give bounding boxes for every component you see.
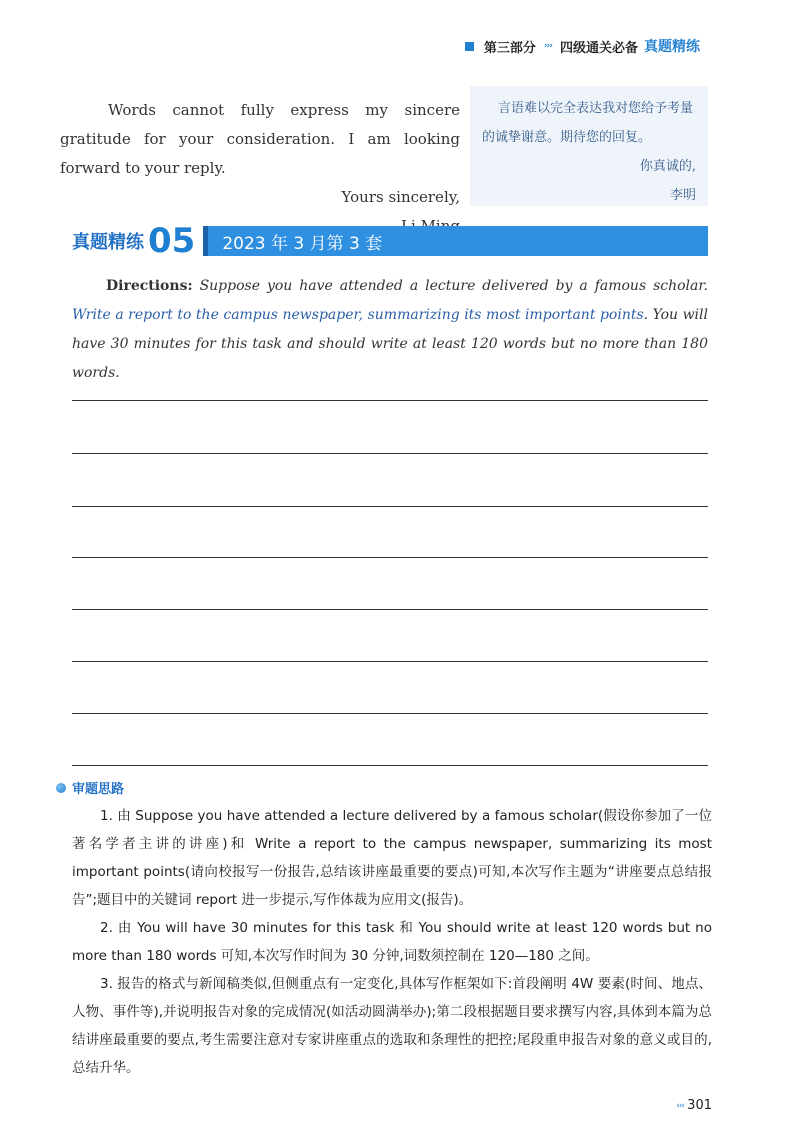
section-number: 05 xyxy=(148,221,196,261)
writing-line[interactable] xyxy=(72,453,708,454)
directions-part2: . You will have 30 minutes for this task and should write at least 120 words but no more than 180 words. xyxy=(72,307,708,381)
exam-title-bar xyxy=(203,226,708,256)
translation-closing: 你真诚的, xyxy=(639,159,696,174)
bullet-dot-icon xyxy=(56,783,66,793)
section-label: 真题精练 xyxy=(72,232,144,253)
exam-title: 2023 年 3 月第 3 套 xyxy=(222,233,383,254)
writing-line[interactable] xyxy=(72,400,708,401)
writing-line[interactable] xyxy=(72,609,708,610)
translation-paragraph: 言语难以完全表达我对您给予考量的诚挚谢意。期待您的回复。 xyxy=(482,101,694,145)
writing-line[interactable] xyxy=(72,506,708,507)
translation-box xyxy=(470,86,708,206)
page-number xyxy=(676,1098,712,1113)
letter-closing-english xyxy=(60,96,460,241)
writing-line[interactable] xyxy=(72,557,708,558)
square-bullet-icon xyxy=(465,42,474,51)
directions-part1: Suppose you have attended a lecture delivered by a famous scholar. xyxy=(192,278,708,294)
header-section: 四级通关必备 xyxy=(559,40,638,56)
analysis-body xyxy=(72,802,712,1082)
analysis-item-3: 3. 报告的格式与新闻稿类似,但侧重点有一定变化,具体写作框架如下:首段阐明 4W 要素(时间、地点、人物、事件等),并说明报告对象的完成情况(如活动圆满举办);第二段根据题目要求撰写内容,具体到本篇为总结讲座最重要的要点,考生需要注意对专家讲座重点的选取和条理性的把控;尾段重申报告对象的意义或目的,总结升华。 xyxy=(72,976,712,1076)
analysis-heading xyxy=(56,778,124,797)
section-title xyxy=(72,222,708,260)
directions-label: Directions: xyxy=(106,278,193,294)
analysis-heading-text: 审题思路 xyxy=(72,782,125,797)
writing-line[interactable] xyxy=(72,661,708,662)
analysis-item-1: 1. 由 Suppose you have attended a lecture delivered by a famous scholar(假设你参加了一位著名学者主讲的讲座)和 Write a report to the campus newspaper, summarizing its most important points(请向校报写一份报告,总结该讲座最重要的要点)可知,本次写作主题为“讲座要点总结报告”;题目中的关键词 report 进一步提示,写作体裁为应用文(报告)。 xyxy=(72,808,712,908)
translation-signature: 李明 xyxy=(669,188,696,203)
writing-line[interactable] xyxy=(72,713,708,714)
chevrons-icon: ››› xyxy=(543,41,552,51)
chevrons-left-icon: ‹‹‹ xyxy=(676,1100,685,1111)
directions-highlight: Write a report to the campus newspaper, summarizing its most important points xyxy=(72,307,644,323)
letter-closing: Yours sincerely, xyxy=(341,188,460,206)
analysis-item-2: 2. 由 You will have 30 minutes for this task 和 You should write at least 120 words but no more than 180 words 可知,本次写作时间为 30 分钟,词数须控制在 120—180 之间。 xyxy=(72,920,712,964)
header-highlight: 真题精练 xyxy=(644,39,700,55)
header-part: 第三部分 xyxy=(483,40,536,56)
directions-text xyxy=(72,272,708,388)
letter-paragraph: Words cannot fully express my sincere gratitude for your consideration. I am looking forward to your reply. xyxy=(60,101,460,177)
writing-line[interactable] xyxy=(72,765,708,766)
page-number-text: 301 xyxy=(687,1098,712,1113)
running-header xyxy=(465,36,700,56)
